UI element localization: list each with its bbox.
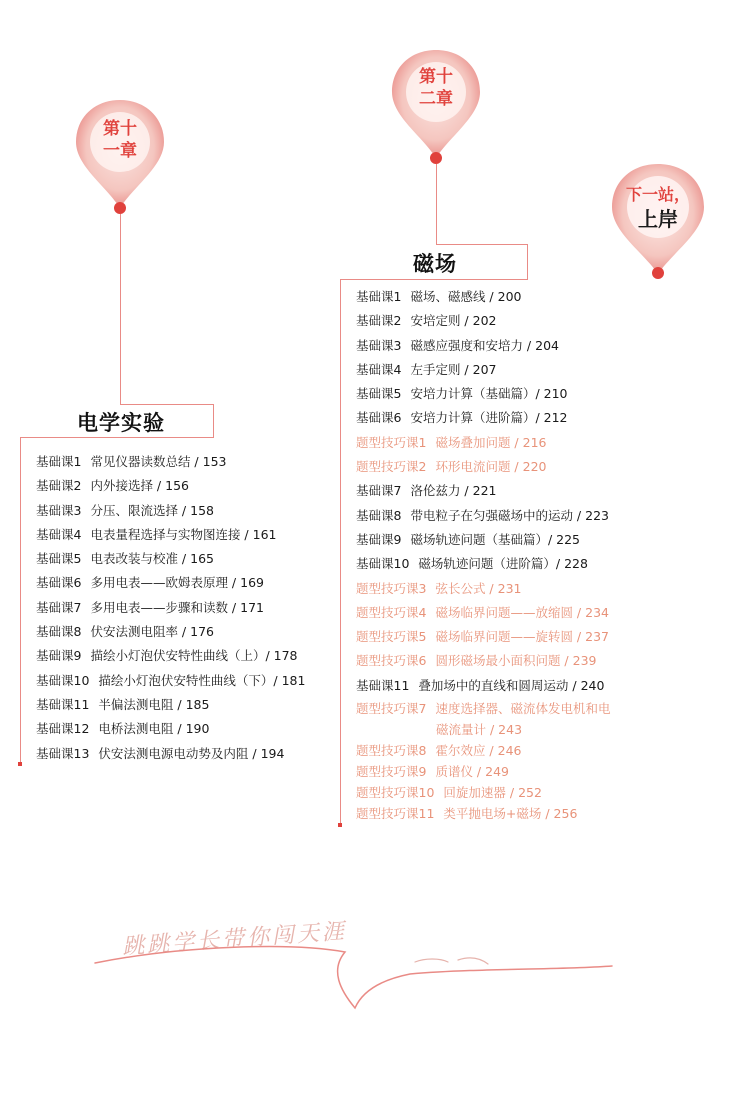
chapter-11-pin bbox=[70, 96, 170, 216]
toc-item bbox=[356, 504, 610, 528]
toc-item bbox=[356, 625, 610, 649]
toc-item bbox=[356, 431, 610, 455]
lesson-tag: 题型技巧课2 bbox=[356, 459, 427, 475]
toc-item bbox=[356, 782, 610, 803]
pin-label-line2: 上岸 bbox=[638, 207, 678, 231]
lesson-title: 电表量程选择与实物图连接 / 161 bbox=[90, 526, 277, 542]
lesson-title: 质谱仪 / 249 bbox=[435, 764, 509, 780]
lesson-title: 磁场临界问题——放缩圆 / 234 bbox=[435, 604, 609, 620]
lesson-title: 安培力计算（基础篇）/ 210 bbox=[410, 386, 568, 402]
toc-item bbox=[356, 719, 610, 740]
lesson-tag: 基础课12 bbox=[36, 721, 90, 737]
lesson-tag: 基础课5 bbox=[36, 551, 82, 567]
lesson-tag: 题型技巧课10 bbox=[356, 785, 435, 801]
pin-label-line1: 第十 bbox=[419, 67, 453, 87]
toc-item bbox=[36, 693, 305, 717]
lesson-title: 带电粒子在匀强磁场中的运动 / 223 bbox=[410, 507, 609, 523]
pin-label-line1: 第十 bbox=[103, 119, 137, 139]
lesson-title: 描绘小灯泡伏安特性曲线（上）/ 178 bbox=[90, 648, 298, 664]
lesson-tag: 基础课5 bbox=[356, 386, 402, 402]
toc-item bbox=[356, 285, 610, 309]
toc-item bbox=[36, 620, 305, 644]
lesson-title: 半偏法测电阻 / 185 bbox=[98, 696, 210, 712]
lesson-title: 伏安法测电源电动势及内阻 / 194 bbox=[98, 745, 285, 761]
lesson-tag: 基础课8 bbox=[356, 507, 402, 523]
lesson-title: 安培定则 / 202 bbox=[410, 313, 497, 329]
toc-item bbox=[356, 577, 610, 601]
lesson-title: 磁场临界问题——旋转圆 / 237 bbox=[435, 629, 609, 645]
lesson-tag: 基础课10 bbox=[36, 672, 90, 688]
chapter-12-pin bbox=[386, 46, 486, 166]
toc-list-right bbox=[356, 285, 610, 824]
toc-item bbox=[356, 309, 610, 333]
toc-item bbox=[356, 601, 610, 625]
lesson-title: 描绘小灯泡伏安特性曲线（下）/ 181 bbox=[98, 672, 306, 688]
lesson-tag: 题型技巧课9 bbox=[356, 764, 427, 780]
lesson-tag: 基础课9 bbox=[36, 648, 82, 664]
lesson-title: 伏安法测电阻率 / 176 bbox=[90, 624, 214, 640]
lesson-title: 环形电流问题 / 220 bbox=[435, 459, 547, 475]
lesson-tag: 题型技巧课5 bbox=[356, 629, 427, 645]
lesson-title: 磁场轨迹问题（基础篇）/ 225 bbox=[410, 531, 580, 547]
lesson-title: 回旋加速器 / 252 bbox=[443, 785, 542, 801]
toc-item bbox=[36, 547, 305, 571]
toc-item bbox=[36, 474, 305, 498]
lesson-tag: 题型技巧课3 bbox=[356, 580, 427, 596]
connector-line bbox=[20, 437, 214, 438]
toc-item bbox=[356, 552, 610, 576]
pin-label-line1: 下一站， bbox=[625, 185, 690, 204]
toc-item bbox=[356, 740, 610, 761]
next-station-pin bbox=[606, 160, 710, 282]
lesson-title: 电表改装与校准 / 165 bbox=[90, 551, 214, 567]
lesson-title: 磁场、磁感线 / 200 bbox=[410, 289, 522, 304]
lesson-tag: 题型技巧课7 bbox=[356, 701, 427, 717]
lesson-title: 磁场叠加问题 / 216 bbox=[435, 434, 547, 450]
lesson-title: 霍尔效应 / 246 bbox=[435, 743, 522, 759]
toc-item bbox=[36, 450, 305, 474]
lesson-tag: 基础课13 bbox=[36, 745, 90, 761]
lesson-tag: 基础课4 bbox=[36, 526, 82, 542]
lesson-tag: 基础课1 bbox=[36, 454, 82, 469]
toc-item bbox=[36, 596, 305, 620]
toc-item bbox=[36, 669, 305, 693]
pin-label-line2: 一章 bbox=[103, 141, 137, 161]
lesson-tag: 基础课11 bbox=[356, 677, 410, 693]
lesson-tag: 基础课7 bbox=[36, 599, 82, 615]
toc-item bbox=[36, 571, 305, 595]
lesson-title: 圆形磁场最小面积问题 / 239 bbox=[435, 653, 597, 669]
lesson-tag: 基础课10 bbox=[356, 556, 410, 572]
lesson-tag: 题型技巧课4 bbox=[356, 604, 427, 620]
connector-line bbox=[340, 279, 528, 280]
lesson-tag: 题型技巧课11 bbox=[356, 806, 435, 822]
connector-line bbox=[436, 244, 528, 245]
lesson-tag: 基础课6 bbox=[356, 410, 402, 426]
lesson-title: 内外接选择 / 156 bbox=[90, 478, 189, 494]
connector-line bbox=[436, 164, 437, 244]
chapter-title-electrical-experiments: 电学实验 bbox=[77, 411, 165, 435]
lesson-title: 叠加场中的直线和圆周运动 / 240 bbox=[418, 677, 605, 693]
toc-item bbox=[36, 717, 305, 741]
lesson-title: 磁场轨迹问题（进阶篇）/ 228 bbox=[418, 556, 588, 572]
lesson-tag: 题型技巧课6 bbox=[356, 653, 427, 669]
toc-item bbox=[36, 499, 305, 523]
toc-item bbox=[356, 382, 610, 406]
lesson-title: 洛伦兹力 / 221 bbox=[410, 483, 497, 499]
lesson-tag: 基础课2 bbox=[36, 478, 82, 494]
toc-item bbox=[356, 334, 610, 358]
toc-item bbox=[36, 742, 305, 766]
lesson-tag: 基础课4 bbox=[356, 361, 402, 377]
connector-line bbox=[340, 279, 341, 824]
decorative-swoosh bbox=[0, 930, 731, 1050]
toc-item bbox=[36, 523, 305, 547]
lesson-tag: 基础课7 bbox=[356, 483, 402, 499]
lesson-tag: 基础课3 bbox=[36, 502, 82, 518]
lesson-tag: 基础课6 bbox=[36, 575, 82, 591]
toc-list-left bbox=[36, 450, 305, 766]
toc-item bbox=[356, 358, 610, 382]
lesson-title: 多用电表——欧姆表原理 / 169 bbox=[90, 575, 264, 591]
lesson-title: 磁感应强度和安培力 / 204 bbox=[410, 337, 559, 353]
lesson-tag: 基础课8 bbox=[36, 624, 82, 640]
connector-line bbox=[20, 437, 21, 763]
lesson-tag: 基础课2 bbox=[356, 313, 402, 329]
lesson-title: 分压、限流选择 / 158 bbox=[90, 502, 214, 518]
toc-item bbox=[356, 803, 610, 824]
lesson-title: 类平抛电场+磁场 / 256 bbox=[443, 806, 578, 822]
lesson-tag: 基础课9 bbox=[356, 531, 402, 547]
lesson-tag: 基础课3 bbox=[356, 337, 402, 353]
lesson-tag: 题型技巧课1 bbox=[356, 434, 427, 450]
toc-item bbox=[356, 761, 610, 782]
toc-item bbox=[36, 644, 305, 668]
toc-item bbox=[356, 455, 610, 479]
connector-line bbox=[120, 404, 214, 405]
toc-item bbox=[356, 406, 610, 430]
connector-line bbox=[120, 214, 121, 404]
toc-item bbox=[356, 479, 610, 503]
toc-item bbox=[356, 649, 610, 673]
toc-item bbox=[356, 698, 610, 719]
pin-label-line2: 二章 bbox=[419, 89, 453, 109]
signature-text: 跳跳学长带你闯天涯 bbox=[121, 919, 348, 960]
lesson-title: 弦长公式 / 231 bbox=[435, 580, 522, 596]
lesson-title: 左手定则 / 207 bbox=[410, 361, 497, 377]
lesson-tag: 题型技巧课8 bbox=[356, 743, 427, 759]
connector-line bbox=[527, 244, 528, 280]
lesson-title: 电桥法测电阻 / 190 bbox=[98, 721, 210, 737]
lesson-title: 常见仪器读数总结 / 153 bbox=[90, 454, 227, 469]
chapter-title-magnetic-field: 磁场 bbox=[413, 252, 457, 276]
lesson-title: 安培力计算（进阶篇）/ 212 bbox=[410, 410, 568, 426]
end-marker bbox=[18, 762, 22, 766]
connector-line bbox=[213, 404, 214, 438]
lesson-title: 磁流量计 / 243 bbox=[436, 722, 523, 738]
lesson-title: 速度选择器、磁流体发电机和电 bbox=[435, 701, 611, 717]
lesson-title: 多用电表——步骤和读数 / 171 bbox=[90, 599, 264, 615]
toc-item bbox=[356, 674, 610, 698]
toc-item bbox=[356, 528, 610, 552]
lesson-tag: 基础课1 bbox=[356, 289, 402, 304]
lesson-tag: 基础课11 bbox=[36, 696, 90, 712]
end-marker bbox=[338, 823, 342, 827]
